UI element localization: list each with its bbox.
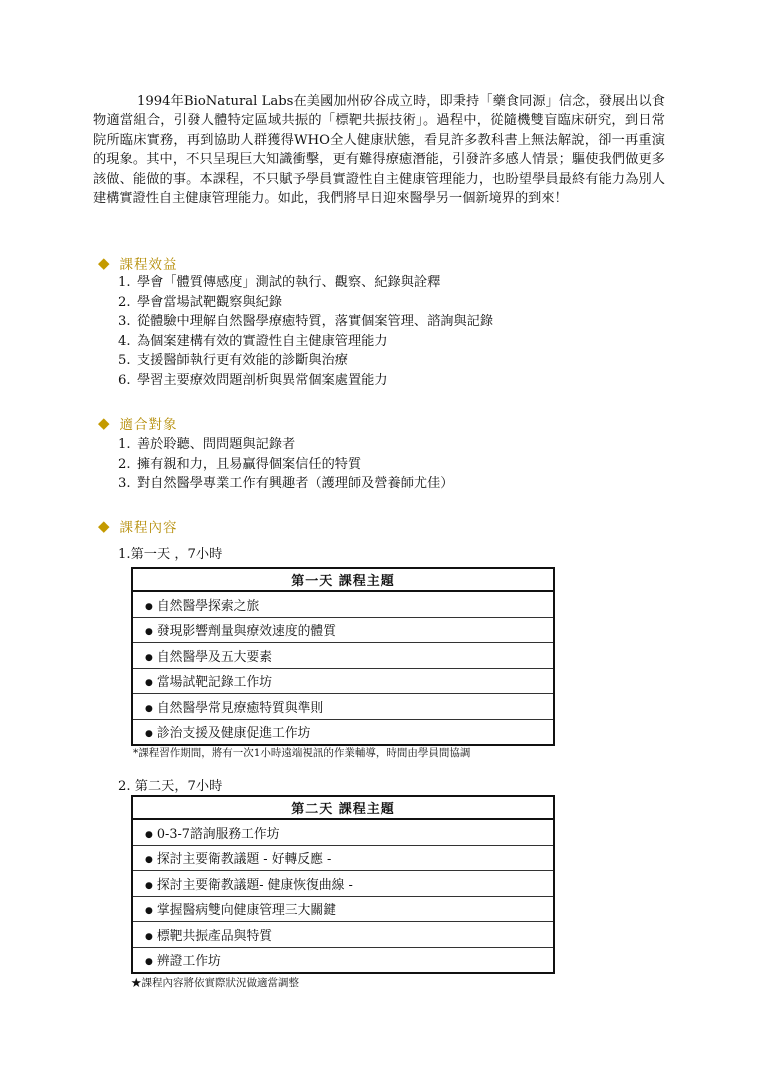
table-row: ● 自然醫學探索之旅 [145, 598, 260, 614]
table-row: ● 自然醫學常見療癒特質與準則 [132, 694, 554, 720]
table-row: ● 掌握醫病雙向健康管理三大關鍵 [132, 896, 554, 922]
table-row: ● 0-3-7諮詢服務工作坊 [145, 826, 280, 842]
list-item: 4. 為個案建構有效的實證性自主健康管理能力 [118, 333, 388, 349]
table-row: ● 探討主要衛教議題- 健康恢復曲線 - [132, 871, 554, 897]
table-header: 第一天 課程主題 [132, 568, 554, 591]
list-item: 2. 學會當場試靶觀察與紀錄 [118, 294, 283, 310]
list-item: 5. 支援醫師執行更有效能的診斷與治療 [118, 353, 348, 368]
table-row: ● 探討主要衛教議題 - 好轉反應 - [132, 845, 554, 871]
day2-note: ★課程內容將依實際狀況做適當調整 [131, 977, 299, 989]
bullet-icon: ● [145, 880, 153, 891]
table-row: ● 當場試靶記錄工作坊 [132, 668, 554, 694]
list-item: 6. 學習主要療效問題剖析與異常個案處置能力 [118, 372, 388, 388]
section-title: 課程內容 [119, 520, 178, 536]
list-item: 3. 對自然醫學專業工作有興趣者（護理師及營養師尤佳） [118, 476, 454, 491]
bullet-icon: ● [145, 678, 153, 689]
bullet-icon: ● [145, 627, 153, 638]
bullet-icon: ● [145, 729, 153, 740]
bullet-icon: ● [145, 829, 153, 840]
benefits-list [118, 273, 493, 390]
diamond-icon: ◆ [98, 253, 110, 272]
list-item: 2. 擁有親和力，且易贏得個案信任的特質 [118, 456, 362, 472]
day1-label: 1.第一天 ，7小時 [118, 547, 223, 562]
section-content-heading [98, 516, 178, 536]
table-row: ● 診治支援及健康促進工作坊 [132, 719, 554, 745]
bullet-icon: ● [145, 957, 153, 968]
intro-paragraph: 1994年BioNatural Labs在美國加州矽谷成立時，即秉持「藥食同源」信念，發展出以食物適當組合，引發人體特定區域共振的「標靶共振技術」。過程中，從隨機雙盲臨床研究，到日常院所臨床實務，再到協助人群獲得WHO全人健康狀態，看見許多教科書上無法解說，卻一再重演的現象。其中，不只呈現巨大知識衝擊，更有難得療癒潛能，引發許多感人情景；驅使我們做更多該做、能做的事。本課程，不只賦予學員實證性自主健康管理能力，也盼望學員最終有能力為別人建構實證性自主健康管理能力。如此，我們將早日迎來醫學另一個新境界的到來！ [93, 94, 665, 207]
table-row: ● 自然醫學及五大要素 [132, 643, 554, 669]
table-row: ● 標靶共振產品與特質 [132, 922, 554, 948]
day1-table [131, 567, 555, 746]
bullet-icon: ● [145, 931, 153, 942]
table-row: ● 辨證工作坊 [132, 947, 554, 973]
list-item: 1. 學會「體質傳感度」測試的執行、觀察、紀錄與詮釋 [118, 275, 441, 290]
bullet-icon: ● [145, 601, 153, 612]
list-item: 3. 從體驗中理解自然醫學療癒特質，落實個案管理、諮詢與記錄 [118, 314, 494, 329]
bullet-icon: ● [145, 906, 153, 917]
day2-label: 2. 第二天，7小時 [118, 779, 223, 794]
bullet-icon: ● [145, 652, 153, 663]
section-benefits-heading [98, 253, 178, 273]
table-header: 第二天 課程主題 [132, 796, 554, 819]
table-row: ● 發現影響劑量與療效速度的體質 [132, 617, 554, 643]
diamond-icon: ◆ [98, 413, 110, 432]
day1-note: *課程習作期間，將有一次1小時遠端視訊的作業輔導，時間由學員間協調 [133, 747, 471, 759]
section-title: 適合對象 [119, 417, 178, 433]
day2-table [131, 795, 555, 974]
diamond-icon: ◆ [98, 516, 110, 535]
section-audience-heading [98, 413, 178, 433]
bullet-icon: ● [145, 855, 153, 866]
list-item: 1. 善於聆聽、問問題與記錄者 [118, 437, 296, 452]
section-title: 課程效益 [119, 257, 178, 273]
audience-list [118, 435, 454, 494]
bullet-icon: ● [145, 703, 153, 714]
